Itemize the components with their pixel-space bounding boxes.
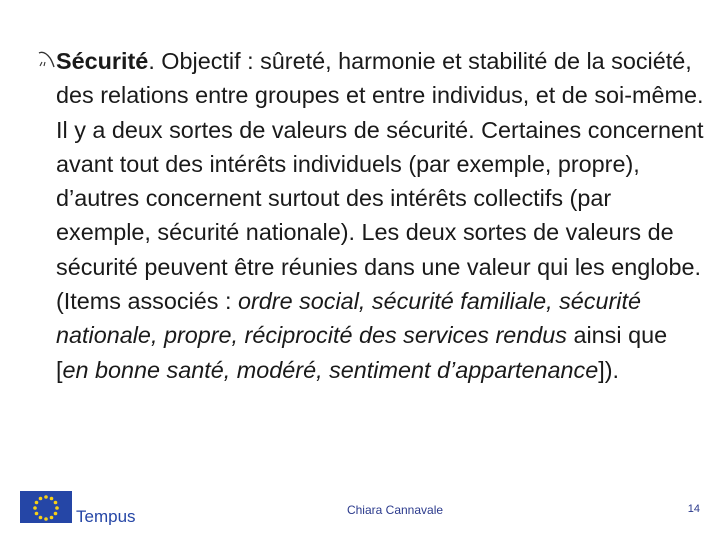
bullet-marker-icon <box>38 50 56 70</box>
tempus-logo <box>20 491 180 525</box>
body-segment-close: ]). <box>598 356 620 383</box>
body-segment-intro: . Objectif : sûreté, harmonie et stabilité de la société, des relations entre groupes et entre individus, et de soi-même. Il y a deux sortes de valeurs de sécurité. Certaines concernent avant tout des intérêts individuels (par exemple, propre), d’autres concernent surtout des intérêts collectifs (par exemple, sécurité nationale). Les deux sortes de valeurs de sécurité peuvent être réunies dans une valeur qui les englobe. (Items associés : <box>56 48 704 315</box>
footer-author: Chiara Cannavale <box>346 503 444 517</box>
slide-body-text <box>56 44 706 387</box>
page-number: 14 <box>687 503 700 515</box>
body-segment-lead: Sécurité <box>56 48 149 74</box>
body-segment-items: ordre social, sécurité familiale, sécurité nationale, propre, réciprocité des services rendus <box>56 288 641 349</box>
body-segment-items-extra: en bonne santé, modéré, sentiment d’appartenance <box>62 356 599 383</box>
tempus-wordmark: Tempus <box>76 507 136 525</box>
body-segment-ainsi: ainsi que [ <box>56 322 668 383</box>
